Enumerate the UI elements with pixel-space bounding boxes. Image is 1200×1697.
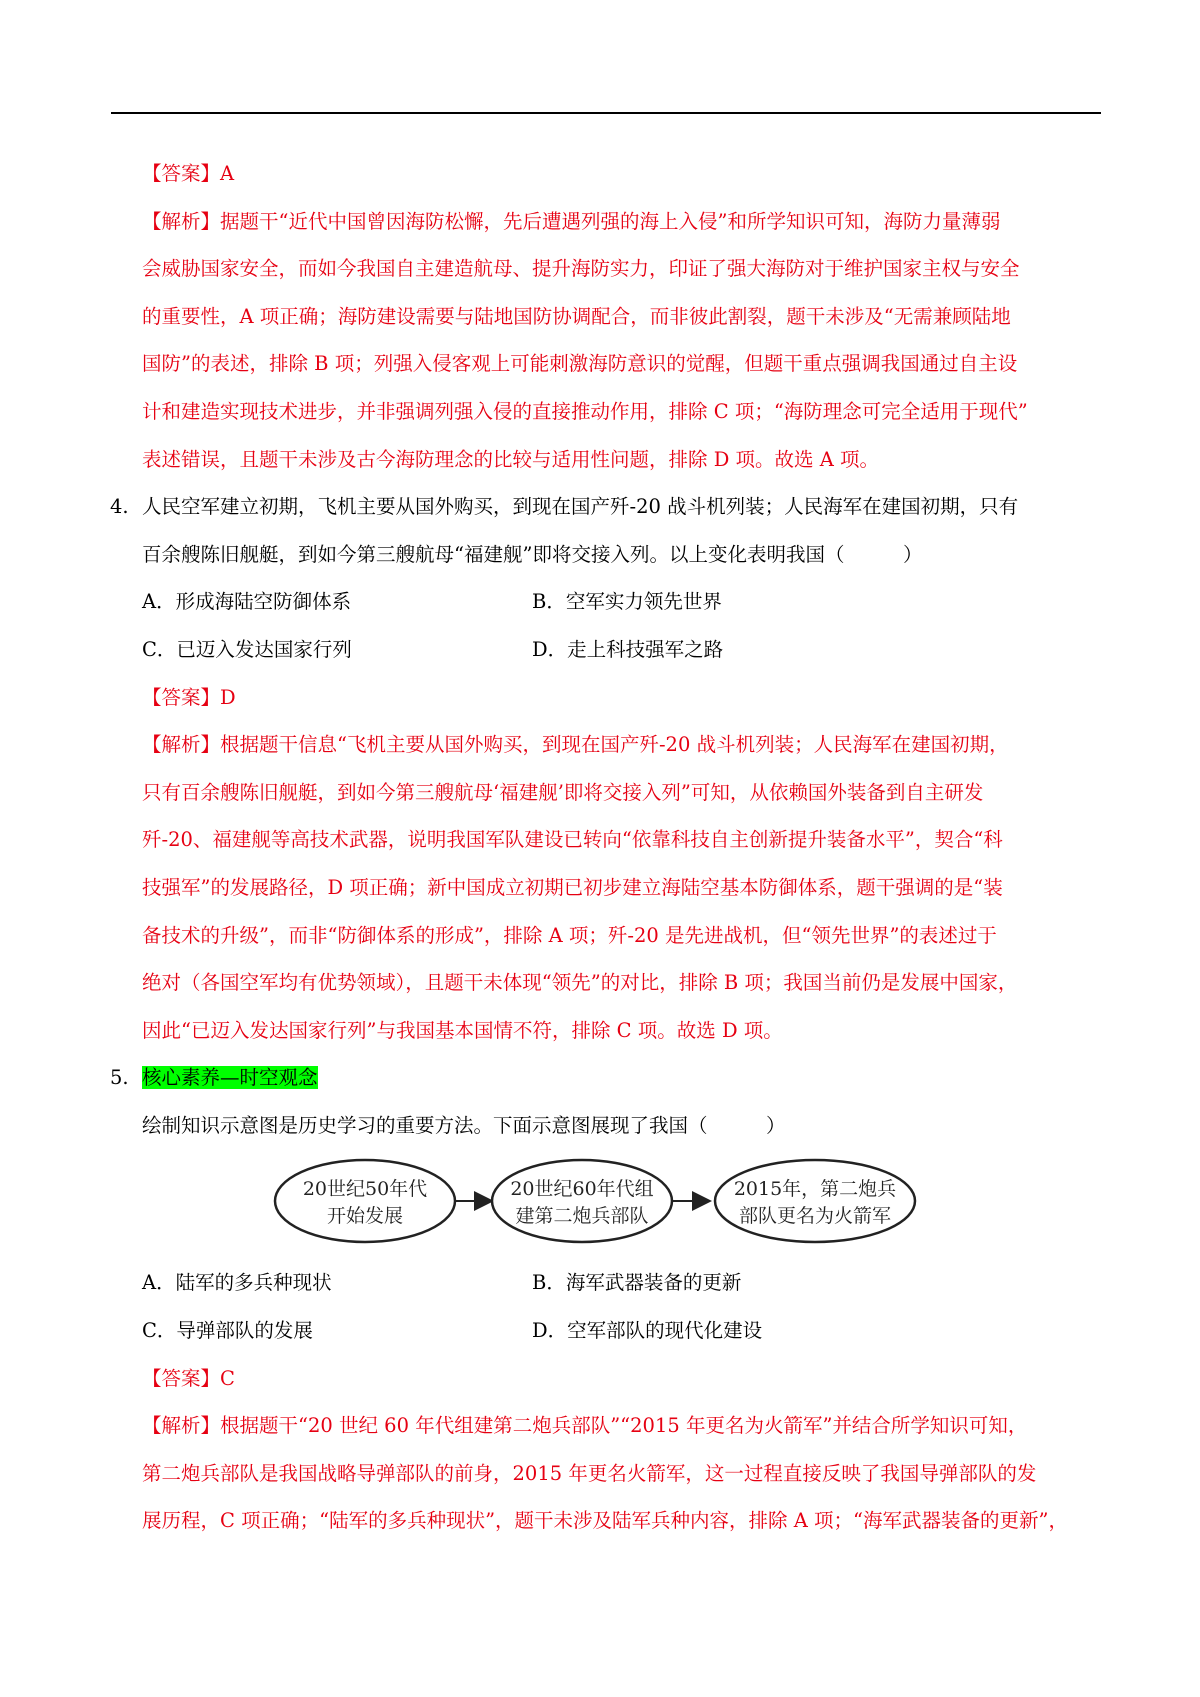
analysis-line: 会威胁国家安全，而如今我国自主建造航母、提升海防实力，印证了强大海防对于维护国家主权与安全 [142,257,1020,281]
node-text: 部队更名为火箭军 [738,1205,892,1228]
question-number: 5. [110,1066,129,1090]
option-a: A．形成海陆空防御体系 [142,590,352,614]
timeline-diagram-wrap [110,1151,1110,1255]
analysis-line: 【解析】根据题干“20 世纪 60 年代组建第二炮兵部队”“2015 年更名为火箭军”并结合所学知识可知， [142,1414,1028,1438]
analysis-line: 技强军”的发展路径，D 项正确；新中国成立初期已初步建立海陆空基本防御体系，题干强调的是“装 [142,875,1003,899]
option-c: C．已迈入发达国家行列 [142,637,352,661]
analysis-line: 计和建造实现技术进步，并非强调列强入侵的直接推动作用，排除 C 项；“海防理念可完全适用于现代” [142,399,1028,423]
timeline-node [275,1160,455,1242]
analysis-line: 展历程，C 项正确；“陆军的多兵种现状”，题干未涉及陆军兵种内容，排除 A 项；“海军武器装备的更新”， [142,1509,1068,1533]
analysis-line: 因此“已迈入发达国家行列”与我国基本国情不符，排除 C 项。故选 D 项。 [142,1018,783,1042]
option-b: B．空军实力领先世界 [532,590,722,614]
q5-analysis [110,1402,1110,1545]
q5-options-row [110,1259,1110,1307]
q4-stem-line [110,483,1110,531]
q4-stem-text: 人民空军建立初期，飞机主要从国外购买，到现在国产歼-20 战斗机列装；人民海军在建国初期，只有 [142,495,1019,519]
q3-analysis [110,198,1110,484]
timeline-diagram [270,1151,930,1251]
analysis-line: 【解析】根据题干信息“飞机主要从国外购买，到现在国产歼-20 战斗机列装；人民海军在建国初期， [142,733,1009,757]
analysis-line: 国防”的表述，排除 B 项；列强入侵客观上可能刺激海防意识的觉醒，但题干重点强调我国通过自主设 [142,352,1018,376]
analysis-line: 第二炮兵部队是我国战略导弹部队的前身，2015 年更名火箭军，这一过程直接反映了我国导弹部队的发 [142,1461,1037,1485]
node-text: 开始发展 [326,1205,404,1228]
q5-answer: 【答案】C [142,1366,235,1390]
q5-header [110,1054,1110,1102]
analysis-line: 绝对（各国空军均有优势领域），且题干未体现“领先”的对比，排除 B 项；我国当前仍是发展中国家， [142,971,1018,995]
q4-answer: 【答案】D [142,685,236,709]
q4-analysis [110,721,1110,1054]
q4-options-row [110,578,1110,626]
analysis-line: 歼-20、福建舰等高技术武器，说明我国军队建设已转向“依靠科技自主创新提升装备水平”，契合“科 [142,828,1003,852]
header-rule [111,112,1101,114]
option-b: B．海军武器装备的更新 [532,1271,742,1295]
question-number: 4. [110,495,129,519]
option-d: D．空军部队的现代化建设 [532,1319,763,1343]
analysis-line: 表述错误，且题干未涉及古今海防理念的比较与适用性问题，排除 D 项。故选 A 项。 [142,447,880,471]
analysis-line: 【解析】据题干“近代中国曾因海防松懈，先后遭遇列强的海上入侵”和所学知识可知，海防力量薄弱 [142,209,1001,233]
q5-stem: 绘制知识示意图是历史学习的重要方法。下面示意图展现了我国（ ） [142,1113,786,1137]
q3-answer: 【答案】A [142,162,235,185]
timeline-node [492,1160,672,1242]
node-text: 建第二炮兵部队 [515,1205,649,1228]
option-c: C．导弹部队的发展 [142,1319,313,1343]
option-a: A．陆军的多兵种现状 [142,1271,332,1295]
node-text: 20世纪50年代 [302,1178,428,1201]
q5-tag: 核心素养—时空观念 [142,1066,318,1090]
option-d: D．走上科技强军之路 [532,637,724,661]
q4-stem-line: 百余艘陈旧舰艇，到如今第三艘航母“福建舰”即将交接入列。以上变化表明我国（ ） [142,542,923,566]
node-text: 20世纪60年代组 [510,1178,654,1201]
q4-options-row [110,626,1110,674]
analysis-line: 只有百余艘陈旧舰艇，到如今第三艘航母‘福建舰’即将交接入列”可知，从依赖国外装备到自主研发 [142,780,984,804]
timeline-node [715,1160,915,1242]
document-body [110,150,1110,1545]
node-text: 2015年，第二炮兵 [733,1178,897,1201]
analysis-line: 备技术的升级”，而非“防御体系的形成”，排除 A 项；歼-20 是先进战机，但“领先世界”的表述过于 [142,923,997,947]
q5-options-row [110,1307,1110,1355]
analysis-line: 的重要性，A 项正确；海防建设需要与陆地国防协调配合，而非彼此割裂，题干未涉及“无需兼顾陆地 [142,304,1011,328]
